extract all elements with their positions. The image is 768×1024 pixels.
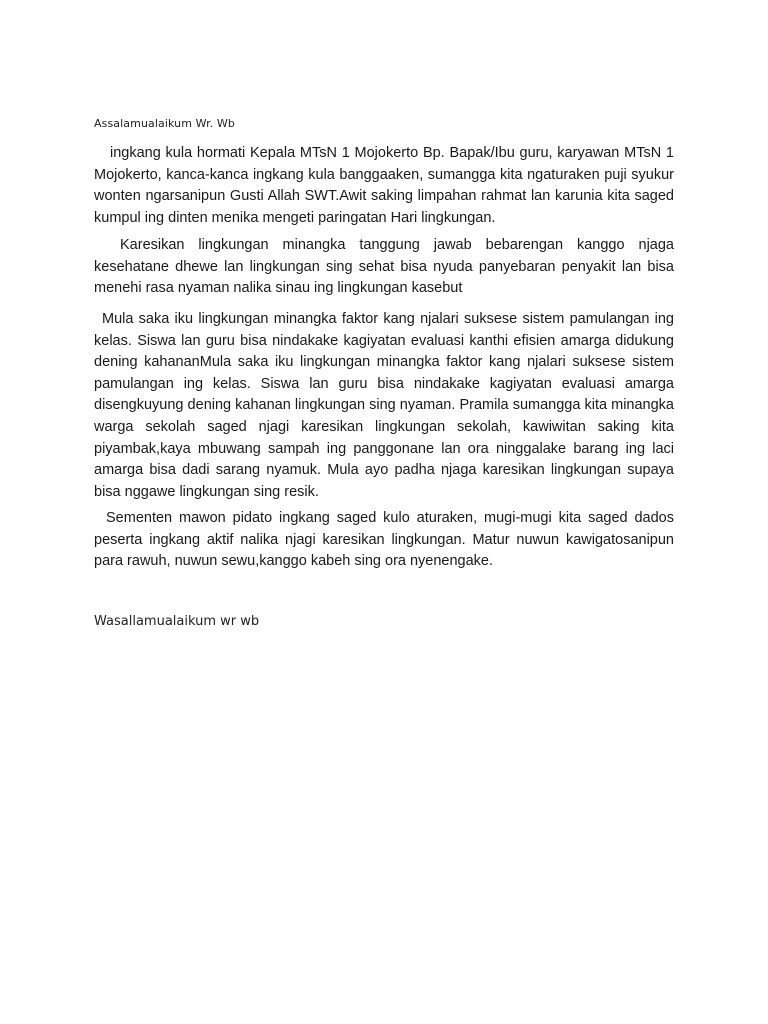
paragraph-opening-address: ingkang kula hormati Kepala MTsN 1 Mojokerto Bp. Bapak/Ibu guru, karyawan MTsN 1 Mojokerto, kanca-kanca ingkang kula banggaaken, sumangga kita ngaturaken puji syukur wonten ngarsanipun Gusti Allah SWT.Awit saking limpahan rahmat lan karunia kita saged kumpul ing dinten menika mengeti paringatan Hari lingkungan.	[94, 145, 674, 226]
opening-greeting: Assalamualaikum Wr. Wb	[94, 117, 235, 130]
paragraph-closing-remarks: Sementen mawon pidato ingkang saged kulo aturaken, mugi-mugi kita saged dados peserta ingkang aktif nalika njagi karesikan lingkungan. Matur nuwun kawigatosanipun para rawuh, nuwun sewu,kanggo kabeh sing ora nyenengake.	[94, 510, 674, 570]
paragraph-cleanliness-responsibility: Karesikan lingkungan minangka tanggung jawab bebarengan kanggo njaga kesehatane dhewe lan lingkungan sing sehat bisa nyuda panyebaran penyakit lan bisa menehi rasa nyaman nalika sinau ing lingkungan kasebut	[94, 237, 674, 297]
paragraph-environment-factor: Mula saka iku lingkungan minangka faktor kang njalari suksese sistem pamulangan ing kelas. Siswa lan guru bisa nindakake kagiyatan evaluasi kanthi efisien amarga didukung dening kahananMula saka iku lingkungan minangka faktor kang njalari suksese sistem pamulangan ing kelas. Siswa lan guru bisa nindakake kagiyatan evaluasi amarga disengkuyung dening kahanan lingkungan sing nyaman. Pramila sumangga kita minangka warga sekolah saged njagi karesikan lingkungan sekolah, kawiwitan saking kita piyambak,kaya mbuwang sampah ing panggonane lan ora ninggalake barang ing laci amarga bisa dadi sarang nyamuk. Mula ayo padha njaga karesikan lingkungan supaya bisa nggawe lingkungan sing resik.	[94, 311, 674, 500]
closing-greeting: Wasallamualaikum wr wb	[94, 614, 260, 629]
